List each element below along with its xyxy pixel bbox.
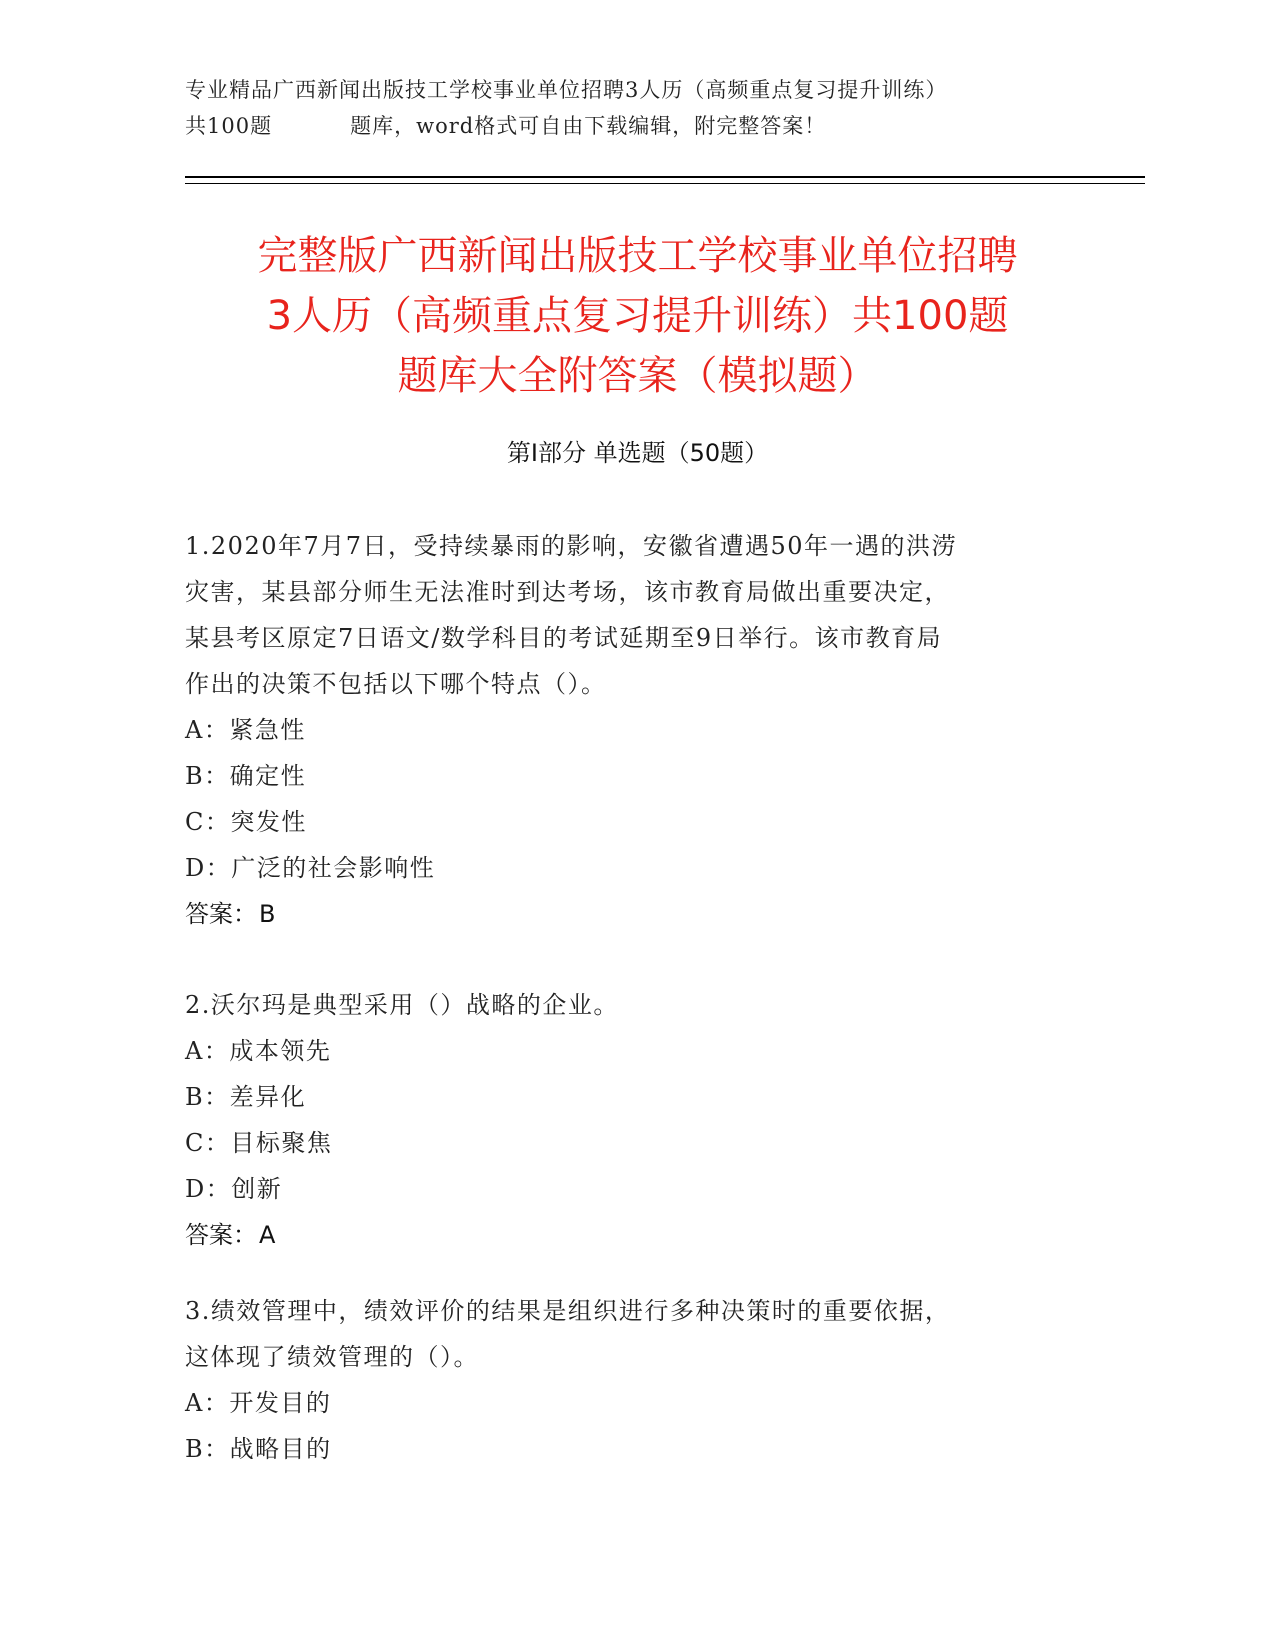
section-heading: 第Ⅰ部分 单选题（50题） xyxy=(506,439,769,467)
question-stem-line: 3.绩效管理中，绩效评价的结果是组织进行多种决策时的重要依据， xyxy=(185,1297,951,1325)
document-title xyxy=(150,226,1125,406)
answer-label: 答案： xyxy=(185,1221,257,1249)
question-2 xyxy=(185,982,1085,1258)
title-line-3: 题库大全附答案（模拟题） xyxy=(397,353,878,399)
answer-line xyxy=(185,891,1085,937)
option-a: A：开发目的 xyxy=(185,1389,332,1417)
answer-value: A xyxy=(259,1221,276,1249)
option-a: A：紧急性 xyxy=(185,716,306,744)
header-line-1: 专业精品广西新闻出版技工学校事业单位招聘3人历（高频重点复习提升训练） xyxy=(185,78,948,102)
question-stem-line: 作出的决策不包括以下哪个特点（）。 xyxy=(185,670,607,698)
option-d: D：创新 xyxy=(185,1175,283,1203)
option-a: A：成本领先 xyxy=(185,1037,332,1065)
option-b: B：差异化 xyxy=(185,1083,307,1111)
header-divider-thin xyxy=(185,183,1145,184)
answer-label: 答案： xyxy=(185,900,257,928)
question-3 xyxy=(185,1288,1085,1472)
option-c: C：突发性 xyxy=(185,808,307,836)
question-stem-line: 这体现了绩效管理的（）。 xyxy=(185,1343,479,1371)
option-b: B：确定性 xyxy=(185,762,307,790)
option-d: D：广泛的社会影响性 xyxy=(185,854,436,882)
header-count: 共100题 xyxy=(185,114,273,138)
question-stem-line: 2.沃尔玛是典型采用（）战略的企业。 xyxy=(185,991,619,1019)
answer-value: B xyxy=(259,900,276,928)
title-line-2: 3人历（高频重点复习提升训练）共100题 xyxy=(266,293,1009,339)
question-stem-line: 某县考区原定7日语文/数学科目的考试延期至9日举行。该市教育局 xyxy=(185,624,943,652)
question-stem-line: 1.2020年7月7日，受持续暴雨的影响，安徽省遭遇50年一遇的洪涝 xyxy=(185,532,958,560)
header-divider-thick xyxy=(185,176,1145,178)
option-c: C：目标聚焦 xyxy=(185,1129,333,1157)
question-1 xyxy=(185,523,1085,937)
option-b: B：战略目的 xyxy=(185,1435,332,1463)
header-note xyxy=(185,72,1065,144)
title-line-1: 完整版广西新闻出版技工学校事业单位招聘 xyxy=(257,233,1018,279)
header-line-2 xyxy=(185,108,1065,144)
header-description: 题库，word格式可自由下载编辑，附完整答案！ xyxy=(350,114,827,138)
question-stem-line: 灾害，某县部分师生无法准时到达考场，该市教育局做出重要决定， xyxy=(185,578,950,606)
answer-line xyxy=(185,1212,1085,1258)
